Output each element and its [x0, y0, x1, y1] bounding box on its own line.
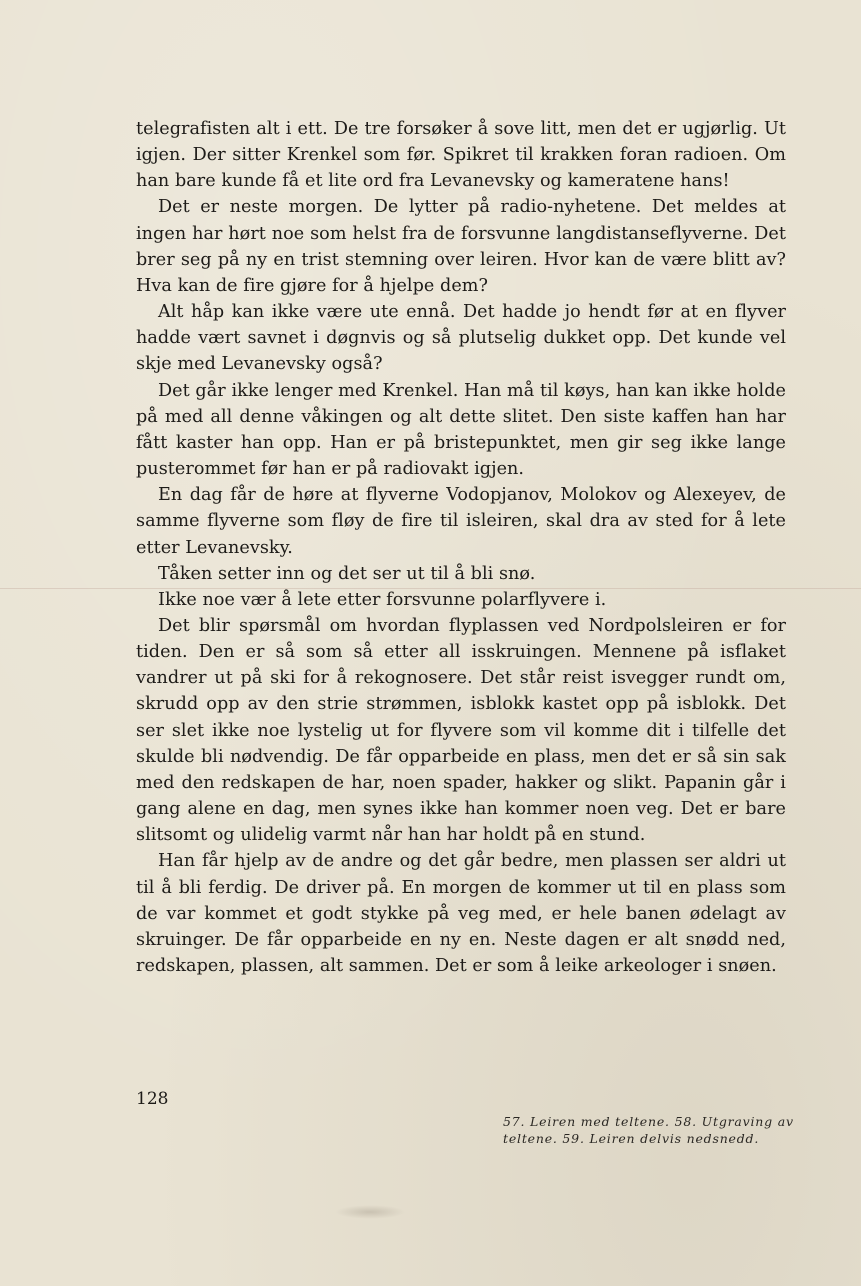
figure-caption: 57. Leiren med teltene. 58. Utgraving av teltene. 59. Leiren delvis nedsnedd.: [503, 1114, 794, 1146]
ink-smudge: [335, 1205, 405, 1219]
page-number: 128: [136, 1089, 169, 1109]
paragraph: Ikke noe vær å lete etter forsvunne polarflyvere i.: [158, 589, 607, 610]
paragraph: Det blir spørsmål om hvordan flyplassen ved Nordpolsleiren er for tiden. Den er så som så etter all isskruingen. Mennene på isflaket vandrer ut på ski for å rekognosere. Det står reist isvegger rundt om, skrudd opp av den strie strømmen, isblokk kastet opp på isblokk. Det ser slet ikke noe lystelig ut for flyvere som vil komme dit i tilfelle det skulde bli nødvendig. De får opparbeide en plass, men det er så sin sak med den redskapen de har, noen spader, hakker og slikt. Papanin går i gang alene en dag, men synes ikke han kommer noen veg. Det er bare slitsomt og ulidelig varmt når han har holdt på en stund.: [136, 615, 786, 846]
paragraph: Han får hjelp av de andre og det går bedre, men plassen ser aldri ut til å bli ferdig. De driver på. En morgen de kommer ut til en plass som de var kommet et godt stykke på veg med, er hele banen ødelagt av skruinger. De får opparbeide en ny en. Neste dagen er alt snødd ned, redskapen, plassen, alt sammen. Det er som å leike arkeologer i snøen.: [136, 851, 786, 976]
paragraph: Alt håp kan ikke være ute ennå. Det hadde jo hendt før at en flyver hadde vært savnet i døgnvis og så plutselig dukket opp. Det kunde vel skje med Levanevsky også?: [136, 302, 786, 375]
paragraph: En dag får de høre at flyverne Vodopjanov, Molokov og Alexeyev, de samme flyverne som fløy de fire til isleiren, skal dra av sted for å lete etter Levanevsky.: [136, 485, 786, 558]
paragraph: telegrafisten alt i ett. De tre forsøker å sove litt, men det er ugjørlig. Ut igjen. Der sitter Krenkel som før. Spikret til krakken foran radioen. Om han bare kunde få et lite ord fra Levanevsky og kameratene hans!: [136, 119, 786, 192]
body-text: [136, 116, 786, 979]
paragraph: Det er neste morgen. De lytter på radio-nyhetene. Det meldes at ingen har hørt noe som helst fra de forsvunne langdistanseflyverne. Det brer seg på ny en trist stemning over leiren. Hvor kan de være blitt av? Hva kan de fire gjøre for å hjelpe dem?: [136, 197, 786, 296]
paragraph: Det går ikke lenger med Krenkel. Han må til køys, han kan ikke holde på med all denne våkingen og alt dette slitet. Den siste kaffen han har fått kaster han opp. Han er på bristepunktet, men gir seg ikke lange pusterommet før han er på radiovakt igjen.: [136, 380, 786, 480]
paragraph: Tåken setter inn og det ser ut til å bli snø.: [158, 563, 536, 584]
